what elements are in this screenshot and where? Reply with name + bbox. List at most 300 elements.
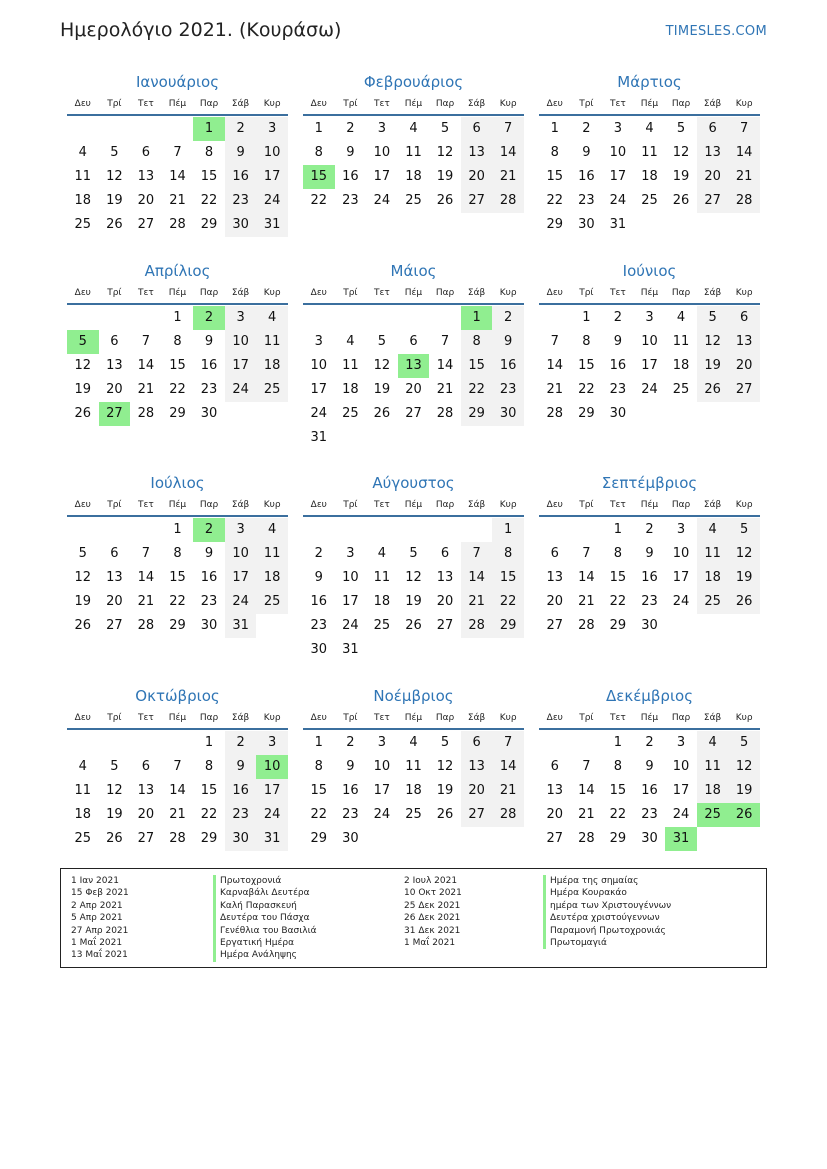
day-cell: 16 — [342, 783, 359, 798]
empty-cell — [67, 306, 99, 330]
day-cell: 29 — [609, 831, 627, 846]
weekday-label: Κυρ — [499, 288, 517, 298]
day-cell: 6 — [141, 759, 151, 774]
day-cell: 7 — [173, 759, 182, 774]
day-cell: 24 — [256, 189, 288, 213]
day-cell: 30 — [641, 831, 658, 846]
weekday-label: Σάβ — [703, 288, 722, 298]
day-cell: 28 — [436, 406, 454, 421]
day-cell: 15 — [492, 566, 524, 590]
day-cell: 1 — [613, 735, 623, 750]
day-cell: 22 — [310, 807, 328, 822]
day-cell: 25 — [405, 193, 422, 208]
day-cell: 19 — [436, 169, 454, 184]
weekday-label: Πέμ — [404, 99, 423, 109]
month-block — [67, 473, 288, 638]
day-cell: 8 — [582, 334, 591, 349]
day-cell: 8 — [461, 330, 493, 354]
weekday-label: Σάβ — [703, 500, 722, 510]
day-cell: 20 — [546, 594, 564, 609]
month-days — [539, 518, 760, 638]
weekday-label: Πέμ — [168, 713, 187, 723]
day-cell: 17 — [672, 783, 690, 798]
page-title: Ημερολόγιο 2021. (Κουράσω) — [60, 19, 342, 41]
day-cell: 15 — [169, 570, 186, 585]
legend-holiday-name: Πρωτομαγιά — [543, 937, 671, 949]
empty-cell — [303, 306, 335, 330]
weekday-label: Δευ — [546, 500, 563, 510]
day-cell: 2 — [314, 546, 323, 561]
holiday-day-cell: 26 — [728, 803, 760, 827]
day-cell: 25 — [697, 590, 729, 614]
empty-cell — [539, 518, 571, 542]
day-cell: 8 — [314, 759, 323, 774]
day-cell: 21 — [728, 165, 760, 189]
month-days — [539, 731, 760, 851]
empty-cell — [162, 731, 194, 755]
weekday-label: Δευ — [74, 713, 91, 723]
legend-holiday-name: Καλή Παρασκευή — [213, 900, 317, 912]
holiday-day-cell: 13 — [398, 354, 430, 378]
day-cell: 2 — [225, 731, 257, 755]
day-cell: 19 — [106, 193, 123, 208]
month-days — [303, 518, 524, 662]
weekday-label: Σάβ — [467, 500, 486, 510]
day-cell: 2 — [645, 735, 654, 750]
weekday-header — [303, 94, 524, 116]
day-cell: 27 — [106, 618, 123, 633]
legend-date: 31 Δεκ 2021 — [404, 925, 461, 936]
legend-names-column — [543, 875, 671, 949]
day-cell: 23 — [492, 378, 524, 402]
day-cell: 13 — [546, 570, 564, 585]
day-cell: 14 — [137, 570, 155, 585]
weekday-label: Τρί — [107, 500, 122, 510]
empty-cell — [539, 306, 571, 330]
day-cell: 15 — [609, 783, 627, 798]
day-cell: 16 — [609, 358, 627, 373]
day-cell: 14 — [578, 783, 595, 798]
empty-cell — [461, 518, 493, 542]
day-cell: 12 — [436, 145, 454, 160]
brand-link[interactable]: TIMESLES.COM — [665, 24, 767, 39]
weekday-label: Τετ — [610, 99, 626, 109]
day-cell: 20 — [461, 165, 493, 189]
day-cell: 18 — [697, 779, 729, 803]
empty-cell — [429, 518, 461, 542]
month-block — [67, 686, 288, 851]
day-cell: 22 — [169, 382, 186, 397]
weekday-label: Τρί — [579, 99, 594, 109]
day-cell: 19 — [697, 354, 729, 378]
weekday-label: Πέμ — [168, 288, 187, 298]
day-cell: 3 — [645, 310, 654, 325]
day-cell: 25 — [74, 831, 92, 846]
day-cell: 30 — [609, 406, 627, 421]
legend-date: 26 Δεκ 2021 — [404, 913, 461, 924]
day-cell: 29 — [200, 217, 218, 232]
day-cell: 17 — [373, 783, 391, 798]
day-cell: 15 — [578, 358, 595, 373]
weekday-label: Κυρ — [735, 99, 753, 109]
empty-cell — [398, 518, 430, 542]
day-cell: 7 — [492, 117, 524, 141]
empty-cell — [130, 306, 162, 330]
weekday-label: Κυρ — [499, 500, 517, 510]
day-cell: 28 — [461, 614, 493, 638]
legend-date: 13 Μαΐ 2021 — [71, 950, 128, 961]
weekday-label: Δευ — [74, 99, 91, 109]
day-cell: 24 — [225, 378, 257, 402]
day-cell: 11 — [405, 145, 422, 160]
empty-cell — [130, 117, 162, 141]
day-cell: 16 — [310, 594, 328, 609]
day-cell: 25 — [342, 406, 359, 421]
empty-cell — [99, 731, 131, 755]
day-cell: 6 — [461, 731, 493, 755]
holiday-day-cell: 1 — [193, 117, 225, 141]
day-cell: 6 — [409, 334, 418, 349]
month-title: Οκτώβριος — [135, 687, 220, 705]
day-cell: 19 — [405, 594, 422, 609]
day-cell: 20 — [106, 594, 123, 609]
day-cell: 18 — [697, 566, 729, 590]
day-cell: 13 — [436, 570, 454, 585]
day-cell: 29 — [169, 406, 186, 421]
empty-cell — [366, 518, 398, 542]
day-cell: 3 — [346, 546, 355, 561]
weekday-label: Τρί — [579, 500, 594, 510]
day-cell: 17 — [256, 779, 288, 803]
weekday-header — [539, 283, 760, 305]
weekday-label: Σάβ — [231, 500, 250, 510]
day-cell: 17 — [373, 169, 391, 184]
day-cell: 29 — [492, 614, 524, 638]
day-cell: 17 — [609, 169, 627, 184]
day-cell: 12 — [74, 570, 92, 585]
day-cell: 30 — [200, 618, 218, 633]
day-cell: 25 — [672, 382, 690, 397]
day-cell: 24 — [641, 382, 658, 397]
month-block — [67, 72, 288, 237]
weekday-label: Δευ — [546, 713, 563, 723]
day-cell: 11 — [405, 759, 422, 774]
weekday-label: Τετ — [374, 713, 390, 723]
day-cell: 3 — [256, 117, 288, 141]
day-cell: 17 — [225, 354, 257, 378]
day-cell: 30 — [641, 618, 658, 633]
day-cell: 27 — [728, 378, 760, 402]
day-cell: 22 — [492, 590, 524, 614]
month-title: Απρίλιος — [144, 262, 211, 280]
day-cell: 10 — [609, 145, 627, 160]
day-cell: 23 — [641, 807, 658, 822]
day-cell: 20 — [728, 354, 760, 378]
day-cell: 13 — [728, 330, 760, 354]
weekday-label: Δευ — [310, 99, 327, 109]
day-cell: 25 — [256, 590, 288, 614]
day-cell: 5 — [78, 546, 87, 561]
day-cell: 4 — [346, 334, 355, 349]
day-cell: 12 — [728, 542, 760, 566]
day-cell: 27 — [461, 189, 493, 213]
day-cell: 29 — [200, 831, 218, 846]
day-cell: 3 — [377, 121, 387, 136]
day-cell: 19 — [373, 382, 391, 397]
month-title: Φεβρουάριος — [363, 73, 464, 91]
holiday-day-cell: 10 — [256, 755, 288, 779]
weekday-label: Κυρ — [263, 713, 281, 723]
weekday-label: Κυρ — [735, 288, 753, 298]
day-cell: 8 — [550, 145, 559, 160]
day-cell: 5 — [409, 546, 418, 561]
day-cell: 8 — [613, 546, 623, 561]
day-cell: 20 — [461, 779, 493, 803]
weekday-label: Πέμ — [640, 500, 659, 510]
weekday-label: Τρί — [343, 99, 358, 109]
day-cell: 2 — [346, 121, 355, 136]
day-cell: 10 — [225, 330, 257, 354]
legend-date: 27 Απρ 2021 — [71, 925, 129, 936]
weekday-label: Τρί — [107, 288, 122, 298]
day-cell: 10 — [225, 542, 257, 566]
day-cell: 16 — [641, 783, 658, 798]
day-cell: 27 — [436, 618, 454, 633]
empty-cell — [539, 731, 571, 755]
day-cell: 28 — [492, 189, 524, 213]
day-cell: 3 — [676, 735, 686, 750]
day-cell: 20 — [405, 382, 422, 397]
day-cell: 31 — [225, 614, 257, 638]
weekday-label: Σάβ — [703, 99, 722, 109]
day-cell: 11 — [697, 755, 729, 779]
legend-date: 2 Απρ 2021 — [71, 900, 123, 911]
legend-holiday-name: Ημέρα Κουρακάο — [543, 887, 671, 899]
day-cell: 1 — [173, 522, 182, 537]
holiday-day-cell: 27 — [99, 402, 131, 426]
day-cell: 8 — [173, 334, 182, 349]
day-cell: 26 — [106, 217, 123, 232]
day-cell: 21 — [546, 382, 564, 397]
day-cell: 9 — [492, 330, 524, 354]
holiday-day-cell: 2 — [193, 306, 225, 330]
day-cell: 26 — [697, 378, 729, 402]
day-cell: 21 — [169, 807, 186, 822]
day-cell: 30 — [342, 831, 359, 846]
holiday-day-cell: 5 — [67, 330, 99, 354]
weekday-header — [67, 283, 288, 305]
day-cell: 25 — [405, 807, 422, 822]
day-cell: 11 — [256, 330, 288, 354]
month-block — [539, 686, 760, 851]
day-cell: 27 — [137, 217, 155, 232]
day-cell: 23 — [342, 193, 359, 208]
weekday-header — [539, 495, 760, 517]
day-cell: 31 — [342, 642, 359, 657]
legend-date: 5 Απρ 2021 — [71, 913, 123, 924]
day-cell: 28 — [137, 618, 155, 633]
day-cell: 28 — [137, 406, 155, 421]
month-title: Ιανουάριος — [135, 73, 219, 91]
weekday-label: Τρί — [343, 288, 358, 298]
day-cell: 9 — [204, 334, 214, 349]
day-cell: 4 — [78, 759, 87, 774]
month-block — [539, 72, 760, 237]
day-cell: 6 — [440, 546, 450, 561]
day-cell: 4 — [676, 310, 686, 325]
legend-dates-column — [404, 875, 462, 949]
day-cell: 11 — [256, 542, 288, 566]
weekday-label: Τρί — [107, 713, 122, 723]
day-cell: 17 — [310, 382, 328, 397]
day-cell: 18 — [373, 594, 391, 609]
day-cell: 21 — [461, 590, 493, 614]
day-cell: 15 — [310, 783, 328, 798]
day-cell: 6 — [141, 145, 151, 160]
day-cell: 29 — [169, 618, 186, 633]
month-block — [303, 261, 524, 450]
legend-date: 2 Ιουλ 2021 — [404, 876, 458, 886]
day-cell: 18 — [672, 358, 690, 373]
weekday-label: Τρί — [107, 99, 122, 109]
day-cell: 3 — [377, 735, 387, 750]
weekday-label: Παρ — [671, 500, 691, 510]
day-cell: 3 — [314, 334, 323, 349]
day-cell: 27 — [405, 406, 422, 421]
day-cell: 14 — [169, 169, 186, 184]
day-cell: 13 — [106, 570, 123, 585]
day-cell: 18 — [256, 566, 288, 590]
weekday-label: Κυρ — [499, 99, 517, 109]
month-block — [303, 473, 524, 662]
day-cell: 26 — [436, 807, 454, 822]
day-cell: 24 — [672, 807, 690, 822]
day-cell: 13 — [106, 358, 123, 373]
weekday-label: Τετ — [374, 500, 390, 510]
day-cell: 9 — [645, 759, 654, 774]
weekday-header — [67, 708, 288, 730]
day-cell: 6 — [697, 117, 729, 141]
weekday-label: Σάβ — [703, 713, 722, 723]
weekday-label: Σάβ — [231, 713, 250, 723]
day-cell: 11 — [74, 169, 92, 184]
day-cell: 1 — [492, 518, 524, 542]
day-cell: 22 — [578, 382, 595, 397]
day-cell: 17 — [672, 570, 690, 585]
day-cell: 9 — [645, 546, 654, 561]
day-cell: 2 — [225, 117, 257, 141]
month-days — [303, 306, 524, 450]
day-cell: 12 — [436, 759, 454, 774]
day-cell: 11 — [74, 783, 92, 798]
legend-holiday-name: Καρναβάλι Δευτέρα — [213, 887, 317, 899]
weekday-label: Τετ — [138, 288, 154, 298]
legend-date: 25 Δεκ 2021 — [404, 900, 461, 911]
weekday-label: Σάβ — [467, 713, 486, 723]
day-cell: 14 — [546, 358, 564, 373]
day-cell: 29 — [310, 831, 328, 846]
weekday-label: Παρ — [199, 288, 219, 298]
day-cell: 28 — [578, 831, 595, 846]
day-cell: 10 — [672, 546, 690, 561]
legend-holiday-name: Δευτέρα του Πάσχα — [213, 912, 317, 924]
legend-date: 1 Μαΐ 2021 — [404, 937, 456, 948]
day-cell: 14 — [492, 141, 524, 165]
day-cell: 12 — [106, 783, 123, 798]
empty-cell — [335, 518, 367, 542]
month-block — [67, 261, 288, 426]
day-cell: 31 — [256, 827, 288, 851]
day-cell: 17 — [641, 358, 658, 373]
day-cell: 12 — [373, 358, 391, 373]
day-cell: 19 — [74, 594, 92, 609]
empty-cell — [130, 731, 162, 755]
day-cell: 10 — [342, 570, 359, 585]
day-cell: 18 — [74, 193, 92, 208]
day-cell: 16 — [225, 779, 257, 803]
empty-cell — [571, 518, 603, 542]
weekday-label: Τετ — [610, 500, 626, 510]
day-cell: 19 — [672, 169, 690, 184]
day-cell: 8 — [173, 546, 182, 561]
day-cell: 13 — [461, 755, 493, 779]
weekday-label: Παρ — [435, 500, 455, 510]
legend-holiday-name: Ημέρα Ανάληψης — [213, 949, 317, 961]
weekday-label: Παρ — [671, 288, 691, 298]
day-cell: 23 — [641, 594, 658, 609]
weekday-label: Τρί — [579, 713, 594, 723]
day-cell: 10 — [373, 145, 391, 160]
empty-cell — [571, 731, 603, 755]
day-cell: 10 — [641, 334, 658, 349]
month-title: Μάρτιος — [617, 73, 682, 91]
weekday-label: Τρί — [343, 713, 358, 723]
day-cell: 5 — [697, 306, 729, 330]
day-cell: 6 — [461, 117, 493, 141]
day-cell: 4 — [697, 518, 729, 542]
day-cell: 5 — [440, 735, 450, 750]
day-cell: 8 — [314, 145, 323, 160]
day-cell: 24 — [672, 594, 690, 609]
day-cell: 22 — [169, 594, 186, 609]
weekday-label: Πέμ — [640, 713, 659, 723]
day-cell: 22 — [546, 193, 564, 208]
day-cell: 23 — [578, 193, 595, 208]
day-cell: 21 — [578, 807, 595, 822]
day-cell: 2 — [645, 522, 654, 537]
month-days — [539, 306, 760, 426]
day-cell: 9 — [613, 334, 623, 349]
day-cell: 14 — [578, 570, 595, 585]
day-cell: 7 — [141, 546, 151, 561]
weekday-label: Τετ — [374, 99, 390, 109]
day-cell: 29 — [461, 402, 493, 426]
day-cell: 26 — [672, 193, 690, 208]
day-cell: 2 — [346, 735, 355, 750]
day-cell: 13 — [461, 141, 493, 165]
day-cell: 3 — [256, 731, 288, 755]
day-cell: 14 — [461, 566, 493, 590]
weekday-label: Σάβ — [231, 99, 250, 109]
day-cell: 4 — [409, 121, 418, 136]
month-days — [303, 731, 524, 851]
day-cell: 23 — [342, 807, 359, 822]
day-cell: 7 — [173, 145, 182, 160]
day-cell: 26 — [106, 831, 123, 846]
month-block — [303, 72, 524, 213]
day-cell: 12 — [697, 330, 729, 354]
holiday-day-cell: 15 — [303, 165, 335, 189]
